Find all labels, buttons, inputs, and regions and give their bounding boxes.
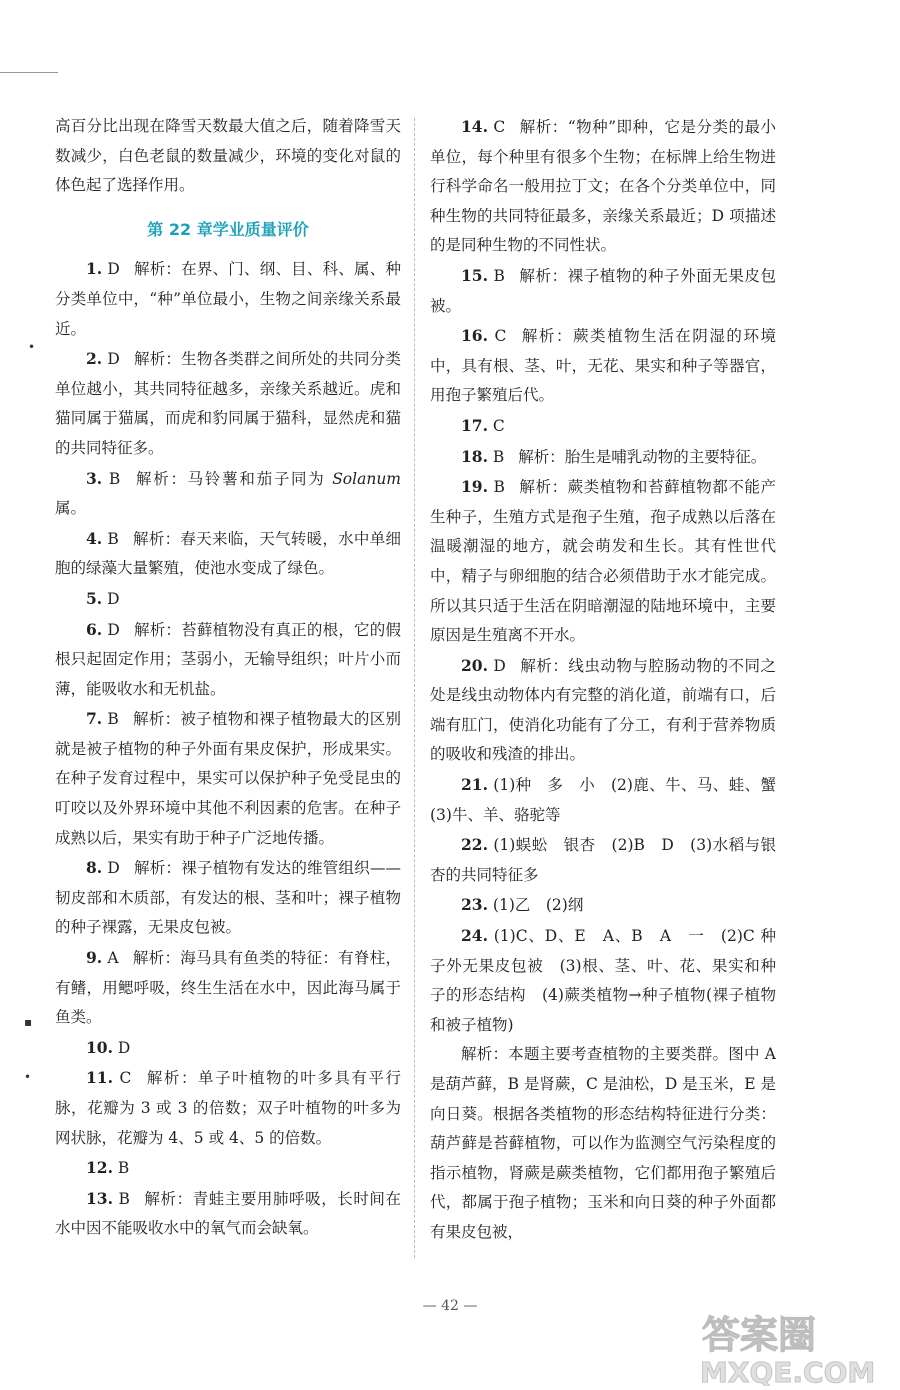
scan-mark: • [24, 1070, 32, 1084]
item-answer: B [107, 710, 119, 729]
intro-paragraph: 高百分比出现在降雪天数最大值之后，随着降雪天数减少，白色老鼠的数量减少，环境的变化对鼠的体色起了选择作用。 [55, 117, 401, 195]
answer-item [55, 615, 401, 705]
item-number: 6. [86, 619, 103, 639]
item-explanation: (1)种 多 小 (2)鹿、牛、马、蛙、蟹 (3)牛、羊、骆驼等 [430, 776, 792, 824]
page-number: — 42 — [422, 1298, 478, 1314]
item-number: 16. [461, 326, 488, 346]
item-answer: D [107, 589, 120, 608]
answer-item [430, 261, 776, 321]
item-explanation: 解析：春天来临，天气转暖，水中单细胞的绿藻大量繁殖，使池水变成了绿色。 [55, 529, 401, 578]
item-explanation: 解析：胎生是哺乳动物的主要特征。 [518, 447, 767, 466]
answer-item [55, 344, 401, 463]
item-explanation: 解析：马铃薯和茄子同为 [134, 469, 333, 488]
item-explanation: 解析：“物种”即种，它是分类的最小单位，每个种里有很多个生物；在标牌上给生物进行科学命名一般用拉丁文；在各个分类单位中，同种生物的共同特征最多，亲缘关系最近；D 项描述的是同种生物的不同性状。 [430, 118, 776, 255]
item-number: 2. [86, 349, 103, 369]
item-explanation: 解析：裸子植物的种子外面无果皮包被。 [430, 266, 776, 315]
item-answer: C [494, 327, 507, 346]
item-number: 3. [86, 468, 103, 488]
left-column [55, 112, 401, 1244]
item-number: 11. [86, 1068, 113, 1088]
answer-item [430, 890, 776, 921]
watermark-logo [692, 1302, 892, 1386]
item-answer: D [117, 1038, 131, 1057]
item-number: 4. [86, 528, 103, 548]
item-answer: A [107, 949, 119, 968]
latin-genus: Solanum [332, 469, 401, 488]
scan-mark: • [28, 340, 36, 354]
item-explanation: 解析：单子叶植物的叶多具有平行脉，花瓣为 3 或 3 的倍数；双子叶植物的叶多为网状脉，花瓣为 4、5 或 4、5 的倍数。 [55, 1069, 401, 1147]
answer-item [55, 584, 401, 615]
item-answer: B [117, 1159, 130, 1178]
item-answer: B [493, 478, 505, 497]
item-answer: D [107, 859, 120, 878]
item-answer: B [493, 266, 505, 285]
item-number: 18. [461, 446, 488, 466]
item-number: 17. [461, 415, 488, 435]
item-explanation-end: 属。 [55, 499, 87, 518]
item-number: 9. [86, 948, 103, 968]
item-answer: B [107, 529, 119, 548]
item-answer: D [493, 656, 506, 675]
item-explanation: 解析：蕨类植物生活在阴湿的环境中，具有根、茎、叶，无花、果实和种子等器官，用孢子繁殖后代。 [430, 327, 776, 405]
item-number: 7. [86, 709, 103, 729]
answer-item [55, 704, 401, 853]
item-number: 13. [86, 1188, 113, 1208]
answer-item [55, 1033, 401, 1064]
item-explanation: 解析：在界、门、纲、目、科、属、种分类单位中，“种”单位最小，生物之间亲缘关系最近。 [55, 260, 401, 338]
item-explanation: 解析：裸子植物有发达的维管组织——韧皮部和木质部，有发达的根、茎和叶；裸子植物的种子裸露，无果皮包被。 [55, 859, 401, 937]
item-explanation: (1)C、D、E A、B A 一 (2)C 种子外无果皮包被 (3)根、茎、叶、花、果实和种子的形态结构 (4)蕨类植物→种子植物(裸子植物和被子植物) [430, 927, 776, 1034]
answer-item [430, 112, 776, 261]
answer-item [55, 1063, 401, 1153]
answer-item [430, 411, 776, 442]
answer-item [430, 472, 776, 651]
item-number: 12. [86, 1158, 113, 1178]
item-explanation: 解析：海马具有鱼类的特征：有脊柱，有鳍，用鳃呼吸，终生生活在水中，因此海马属于鱼类。 [55, 949, 401, 1027]
item-number: 21. [461, 775, 488, 795]
item-number: 19. [461, 477, 488, 497]
item-explanation: (1)蜈蚣 银杏 (2)B D (3)水稻与银杏的共同特征多 [430, 836, 776, 884]
answer-item [430, 321, 776, 411]
item-explanation: 解析：蕨类植物和苔藓植物都不能产生种子，生殖方式是孢子生殖，孢子成熟以后落在温暖潮湿的地方，就会萌发和生长。其有性世代中，精子与卵细胞的结合必须借助于水才能完成。所以其只适于生活在阴暗潮湿的陆地环境中，主要原因是生殖离不开水。 [430, 478, 776, 645]
item-number: 10. [86, 1037, 113, 1057]
item-number: 24. [461, 926, 488, 946]
item-explanation: (1)乙 (2)纲 [492, 896, 584, 915]
answer-item [430, 442, 776, 473]
item-number: 15. [461, 265, 488, 285]
section-heading: 第 22 章学业质量评价 [147, 219, 309, 239]
answer-item [55, 254, 401, 344]
item-number: 23. [461, 895, 488, 915]
item-number: 22. [461, 835, 488, 855]
answer-item [430, 770, 792, 830]
answer-item [430, 651, 776, 770]
answer-item [55, 524, 401, 584]
item-answer: B [108, 469, 121, 488]
item-explanation: 解析：线虫动物与腔肠动物的不同之处是线虫动物体内有完整的消化道，前端有口，后端有肛门，使消化功能有了分工，有利于营养物质的吸收和残渣的排出。 [430, 656, 776, 764]
item-number: 8. [86, 858, 103, 878]
item-number: 1. [86, 259, 103, 279]
answer-item [55, 943, 401, 1033]
item-explanation: 解析：苔藓植物没有真正的根，它的假根只起固定作用；茎弱小，无输导组织；叶片小而薄，能吸收水和无机盐。 [55, 620, 401, 698]
item-number: 20. [461, 655, 488, 675]
top-rule [0, 72, 58, 73]
item-explanation: 解析：生物各类群之间所处的共同分类单位越小，其共同特征越多，亲缘关系越近。虎和猫同属于猫属，而虎和豹同属于猫科，显然虎和猫的共同特征多。 [55, 350, 401, 457]
item-answer: C [493, 118, 506, 136]
column-divider [414, 118, 415, 1258]
watermark-graphic [692, 1302, 892, 1386]
right-column [430, 112, 792, 1248]
solution-paragraph: 解析：本题主要考查植物的主要类群。图中 A 是葫芦藓，B 是肾蕨，C 是油松，D 是玉米，E 是向日葵。根据各类植物的形态结构特征进行分类：葫芦藓是苔藓植物，可以作为监测空气污染程度的指示植物，肾蕨是蕨类植物，它们都用孢子繁殖后代，都属于孢子植物；玉米和向日葵的种子外面都有果皮包被， [430, 1045, 776, 1241]
item-answer: D [107, 350, 120, 369]
answer-item [55, 853, 401, 943]
answer-item [55, 464, 401, 524]
answer-item [55, 1153, 401, 1184]
item-explanation: 解析：青蛙主要用肺呼吸，长时间在水中因不能吸收水中的氧气而会缺氧。 [55, 1189, 401, 1238]
answer-item [55, 1184, 401, 1244]
item-answer: D [107, 620, 120, 639]
answer-item [430, 830, 776, 890]
item-number: 5. [86, 588, 103, 608]
scan-mark: ▪ [24, 1015, 33, 1029]
item-explanation: 解析：被子植物和裸子植物最大的区别就是被子植物的种子外面有果皮保护，形成果实。在种子发育过程中，果实可以保护种子免受昆虫的叮咬以及外界环境中其他不利因素的危害。在种子成熟以后，果实有助于种子广泛地传播。 [55, 710, 401, 847]
item-number: 14. [461, 117, 488, 136]
item-answer: D [107, 260, 120, 279]
item-answer: C [492, 416, 505, 435]
item-answer: C [119, 1069, 132, 1088]
watermark-chinese: 答案圈 [702, 1313, 817, 1357]
answer-item [430, 921, 776, 1040]
watermark-domain: MXQE.COM [700, 1356, 876, 1386]
item-answer: B [492, 447, 505, 466]
item-answer: B [118, 1189, 130, 1208]
